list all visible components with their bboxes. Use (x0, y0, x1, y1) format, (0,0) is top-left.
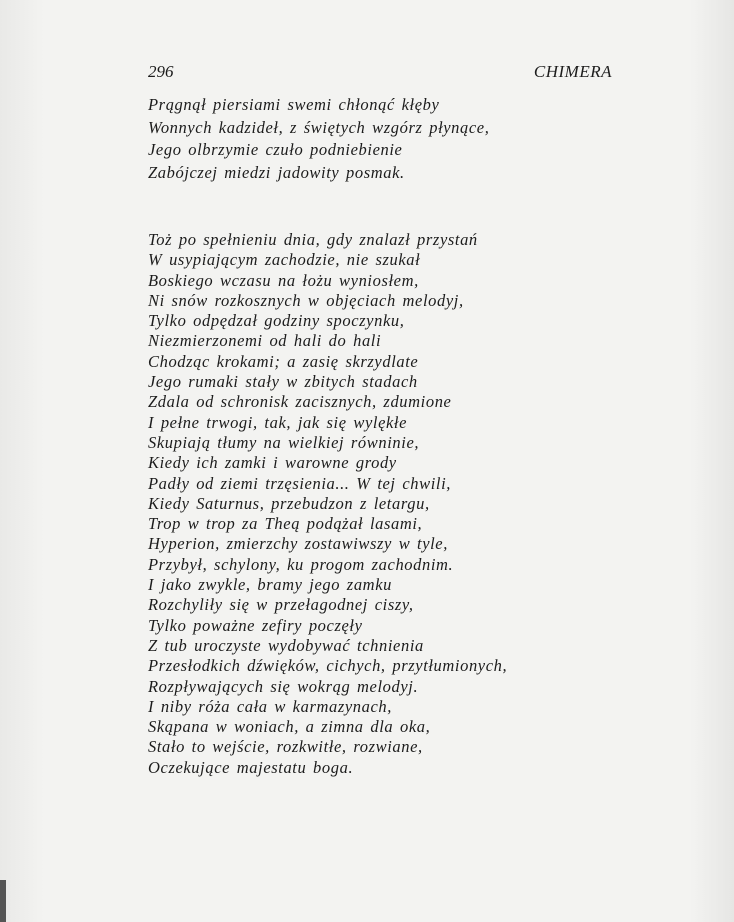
poem-line: Przesłodkich dźwięków, cichych, przytłumionych, (148, 656, 508, 676)
poem-line: Toż po spełnieniu dnia, gdy znalazł przystań (148, 230, 478, 249)
poem-line: Oczekujące majestatu boga. (148, 757, 354, 777)
poem-line: Hyperion, zmierzchy zostawiwszy w tyle, (148, 534, 448, 554)
poem-line: Wonnych kadzideł, z świętych wzgórz płynące, (148, 117, 490, 137)
poem-line: Padły od ziemi trzęsienia... W tej chwili, (148, 473, 451, 493)
poem-line: I jako zwykle, bramy jego zamku (148, 575, 392, 595)
poem-line: I niby róża cała w karmazynach, (148, 696, 392, 716)
stanza-2 (148, 230, 507, 778)
poem-line: Stało to wejście, rozkwitłe, rozwiane, (148, 737, 423, 757)
page-edge-shadow (0, 880, 6, 922)
poem-line: Zdala od schronisk zacisznych, zdumione (148, 392, 452, 412)
stanza-1 (148, 94, 489, 184)
poem-line: Skupiają tłumy na wielkiej równinie, (148, 432, 420, 452)
poem-line: Z tub uroczyste wydobywać tchnienia (148, 635, 424, 655)
running-title: CHIMERA (533, 62, 612, 81)
page-number: 296 (148, 62, 174, 81)
poem-line: Skąpana w woniach, a zimna dla oka, (148, 717, 431, 737)
poem-line: Niezmierzonemi od hali do hali (148, 331, 382, 351)
poem-line: W usypiającym zachodzie, nie szukał (148, 250, 421, 270)
poem-line: I pełne trwogi, tak, jak się wylękłe (148, 412, 408, 432)
poem-line: Zabójczej miedzi jadowity posmak. (148, 162, 405, 182)
poem-line: Jego olbrzymie czuło podniebienie (148, 140, 403, 159)
poem-line: Boskiego wczasu na łożu wyniosłem, (148, 270, 419, 290)
poem-line: Przybył, schylony, ku progom zachodnim. (148, 554, 454, 574)
poem-line: Rozpływających się wokrąg melodyj. (148, 676, 419, 696)
poem-line: Tylko poważne zefiry poczęły (148, 615, 363, 635)
poem-line: Kiedy Saturnus, przebudzon z letargu, (148, 493, 430, 513)
poem-line: Tylko odpędzał godziny spoczynku, (148, 311, 405, 331)
poem-line: Ni snów rozkosznych w objęciach melodyj, (148, 290, 464, 310)
poem-line: Chodząc krokami; a zasię skrzydlate (148, 351, 419, 371)
poem-line: Rozchyliły się w przełagodnej ciszy, (148, 595, 414, 615)
poem-line: Kiedy ich zamki i warowne grody (148, 453, 397, 473)
poem-line: Jego rumaki stały w zbitych stadach (148, 372, 418, 392)
poem-line: Trop w trop za Theą podążał lasami, (148, 514, 423, 534)
poem-line: Prągnął piersiami swemi chłonąć kłęby (148, 95, 440, 114)
